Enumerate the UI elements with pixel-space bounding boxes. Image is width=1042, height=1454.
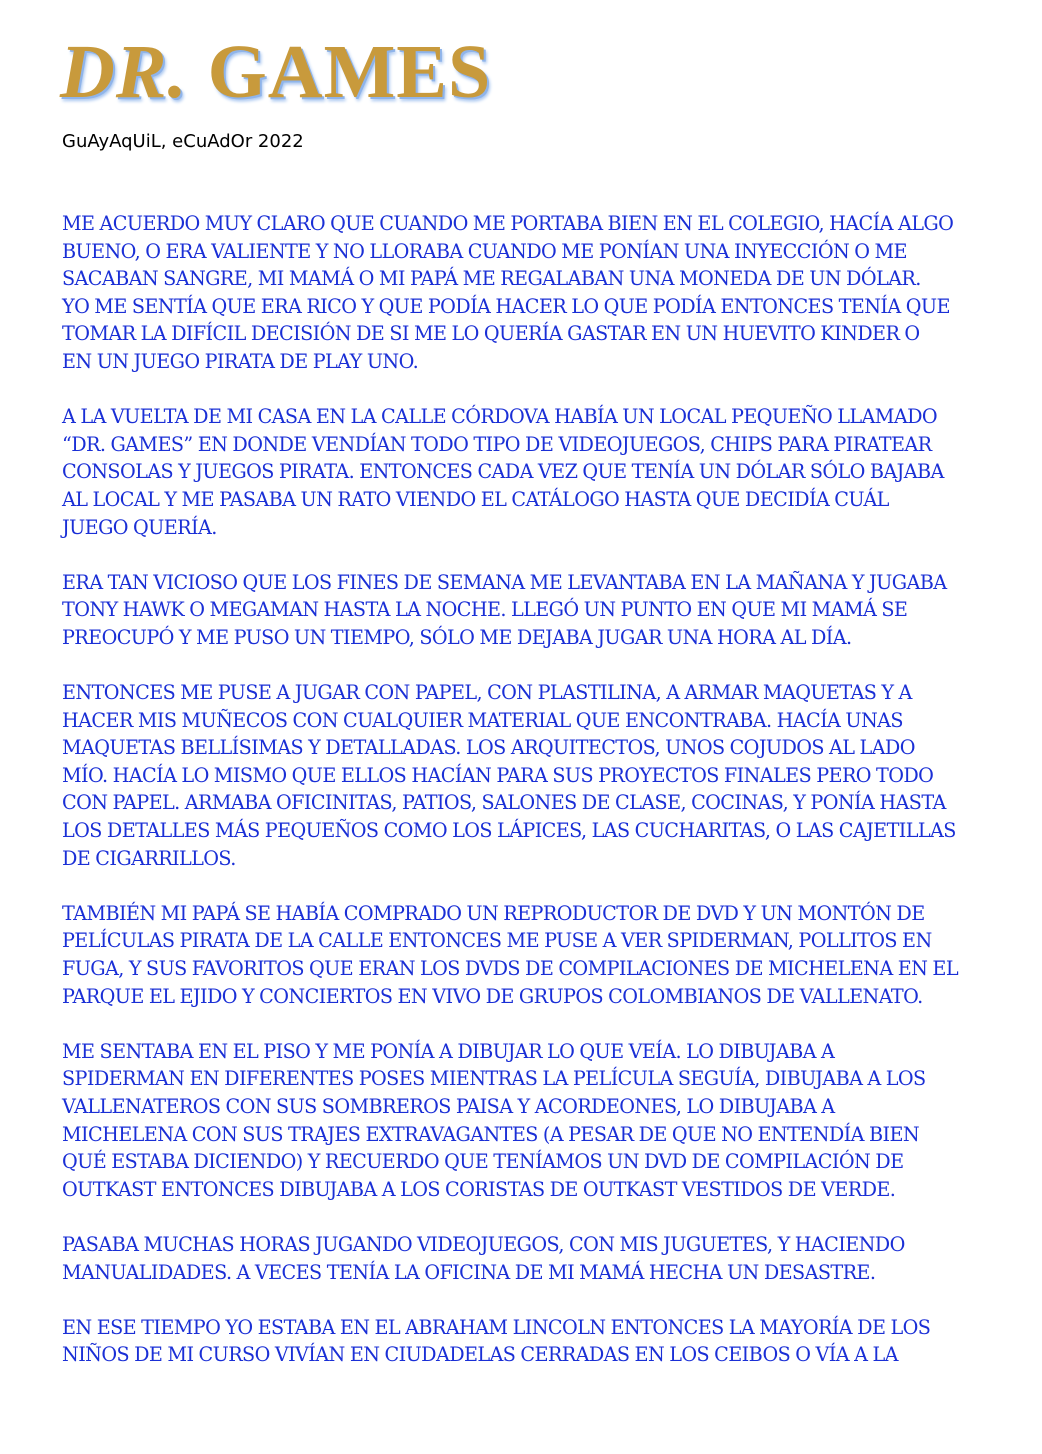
text-line: QUÉ ESTABA DICIENDO) Y RECUERDO QUE TENÍAMOS UN DVD DE COMPILACIÓN DE <box>62 1150 904 1174</box>
paragraph-4 <box>62 679 992 872</box>
text-line: MÍO. HACÍA LO MISMO QUE ELLOS HACÍAN PARA SUS PROYECTOS FINALES PERO TODO <box>62 763 934 787</box>
text-line: ME SENTABA EN EL PISO Y ME PONÍA A DIBUJAR LO QUE VEÍA. LO DIBUJABA A <box>62 1039 835 1063</box>
text-line: FUGA, Y SUS FAVORITOS QUE ERAN LOS DVDS DE COMPILACIONES DE MICHELENA EN EL <box>62 957 958 981</box>
text-line: YO ME SENTÍA QUE ERA RICO Y QUE PODÍA HACER LO QUE PODÍA ENTONCES TENÍA QUE <box>62 294 950 318</box>
text-line: ERA TAN VICIOSO QUE LOS FINES DE SEMANA ME LEVANTABA EN LA MAÑANA Y JUGABA <box>62 570 947 594</box>
text-line: EN UN JUEGO PIRATA DE PLAY UNO. <box>62 349 419 373</box>
paragraph-6 <box>62 1038 992 1204</box>
text-line: AL LOCAL Y ME PASABA UN RATO VIENDO EL CATÁLOGO HASTA QUE DECIDÍA CUÁL <box>62 487 889 511</box>
paragraph-8 <box>62 1314 992 1369</box>
text-line: MAQUETAS BELLÍSIMAS Y DETALLADAS. LOS ARQUITECTOS, UNOS COJUDOS AL LADO <box>62 736 915 760</box>
text-line: TAMBIÉN MI PAPÁ SE HABÍA COMPRADO UN REPRODUCTOR DE DVD Y UN MONTÓN DE <box>62 901 925 925</box>
text-line: LOS DETALLES MÁS PEQUEÑOS COMO LOS LÁPICES, LAS CUCHARITAS, O LAS CAJETILLAS <box>62 819 956 843</box>
text-line: “DR. GAMES” EN DONDE VENDÍAN TODO TIPO DE VIDEOJUEGOS, CHIPS PARA PIRATEAR <box>62 432 932 456</box>
paragraph-2 <box>62 403 992 541</box>
paragraph-3 <box>62 569 992 652</box>
text-line: VALLENATEROS CON SUS SOMBREROS PAISA Y ACORDEONES, LO DIBUJABA A <box>62 1095 835 1118</box>
text-line: TONY HAWK O MEGAMAN HASTA LA NOCHE. LLEGÓ UN PUNTO EN QUE MI MAMÁ SE <box>62 598 908 622</box>
text-line: CONSOLAS Y JUEGOS PIRATA. ENTONCES CADA VEZ QUE TENÍA UN DÓLAR SÓLO BAJABA <box>62 460 944 484</box>
text-line: ENTONCES ME PUSE A JUGAR CON PAPEL, CON PLASTILINA, A ARMAR MAQUETAS Y A <box>62 681 912 705</box>
paragraph-7 <box>62 1231 992 1286</box>
text-line: NIÑOS DE MI CURSO VIVÍAN EN CIUDADELAS CERRADAS EN LOS CEIBOS O VÍA A LA <box>62 1343 898 1367</box>
text-line: TOMAR LA DIFÍCIL DECISIÓN DE SI ME LO QUERÍA GASTAR EN UN HUEVITO KINDER O <box>62 322 920 346</box>
document-body <box>62 210 992 1397</box>
text-line: MICHELENA CON SUS TRAJES EXTRAVAGANTES (A PESAR DE QUE NO ENTENDÍA BIEN <box>62 1122 920 1146</box>
text-line: JUEGO QUERÍA. <box>62 515 217 539</box>
title-part-dr: DR. <box>60 30 188 114</box>
text-line: PASABA MUCHAS HORAS JUGANDO VIDEOJUEGOS, CON MIS JUGUETES, Y HACIENDO <box>62 1232 905 1256</box>
text-line: SACABAN SANGRE, MI MAMÁ O MI PAPÁ ME REGALABAN UNA MONEDA DE UN DÓLAR. <box>62 267 921 291</box>
text-line: CON PAPEL. ARMABA OFICINITAS, PATIOS, SALONES DE CLASE, COCINAS, Y PONÍA HASTA <box>62 791 946 815</box>
document-subtitle: GuAyAqUiL, eCuAdOr 2022 <box>62 131 304 152</box>
text-line: ME ACUERDO MUY CLARO QUE CUANDO ME PORTABA BIEN EN EL COLEGIO, HACÍA ALGO <box>62 212 954 235</box>
paragraph-1 <box>62 210 992 376</box>
text-line: PARQUE EL EJIDO Y CONCIERTOS EN VIVO DE GRUPOS COLOMBIANOS DE VALLENATO. <box>62 984 923 1008</box>
text-line: SPIDERMAN EN DIFERENTES POSES MIENTRAS LA PELÍCULA SEGUÍA, DIBUJABA A LOS <box>62 1067 926 1091</box>
text-line: BUENO, O ERA VALIENTE Y NO LLORABA CUANDO ME PONÍAN UNA INYECCIÓN O ME <box>62 239 907 263</box>
text-line: EN ESE TIEMPO YO ESTABA EN EL ABRAHAM LINCOLN ENTONCES LA MAYORÍA DE LOS <box>62 1315 931 1339</box>
text-line: PELÍCULAS PIRATA DE LA CALLE ENTONCES ME PUSE A VER SPIDERMAN, POLLITOS EN <box>62 929 932 953</box>
text-line: DE CIGARRILLOS. <box>62 846 236 870</box>
paragraph-5 <box>62 900 992 1010</box>
title-part-games: GAMES <box>207 30 492 114</box>
text-line: PREOCUPÓ Y ME PUSO UN TIEMPO, SÓLO ME DEJABA JUGAR UNA HORA AL DÍA. <box>62 625 852 649</box>
text-line: OUTKAST ENTONCES DIBUJABA A LOS CORISTAS DE OUTKAST VESTIDOS DE VERDE. <box>62 1177 896 1201</box>
text-line: A LA VUELTA DE MI CASA EN LA CALLE CÓRDOVA HABÍA UN LOCAL PEQUEÑO LLAMADO <box>62 405 938 429</box>
document-title <box>60 30 492 114</box>
text-line: HACER MIS MUÑECOS CON CUALQUIER MATERIAL QUE ENCONTRABA. HACÍA UNAS <box>62 708 903 732</box>
text-line: MANUALIDADES. A VECES TENÍA LA OFICINA DE MI MAMÁ HECHA UN DESASTRE. <box>62 1260 876 1284</box>
